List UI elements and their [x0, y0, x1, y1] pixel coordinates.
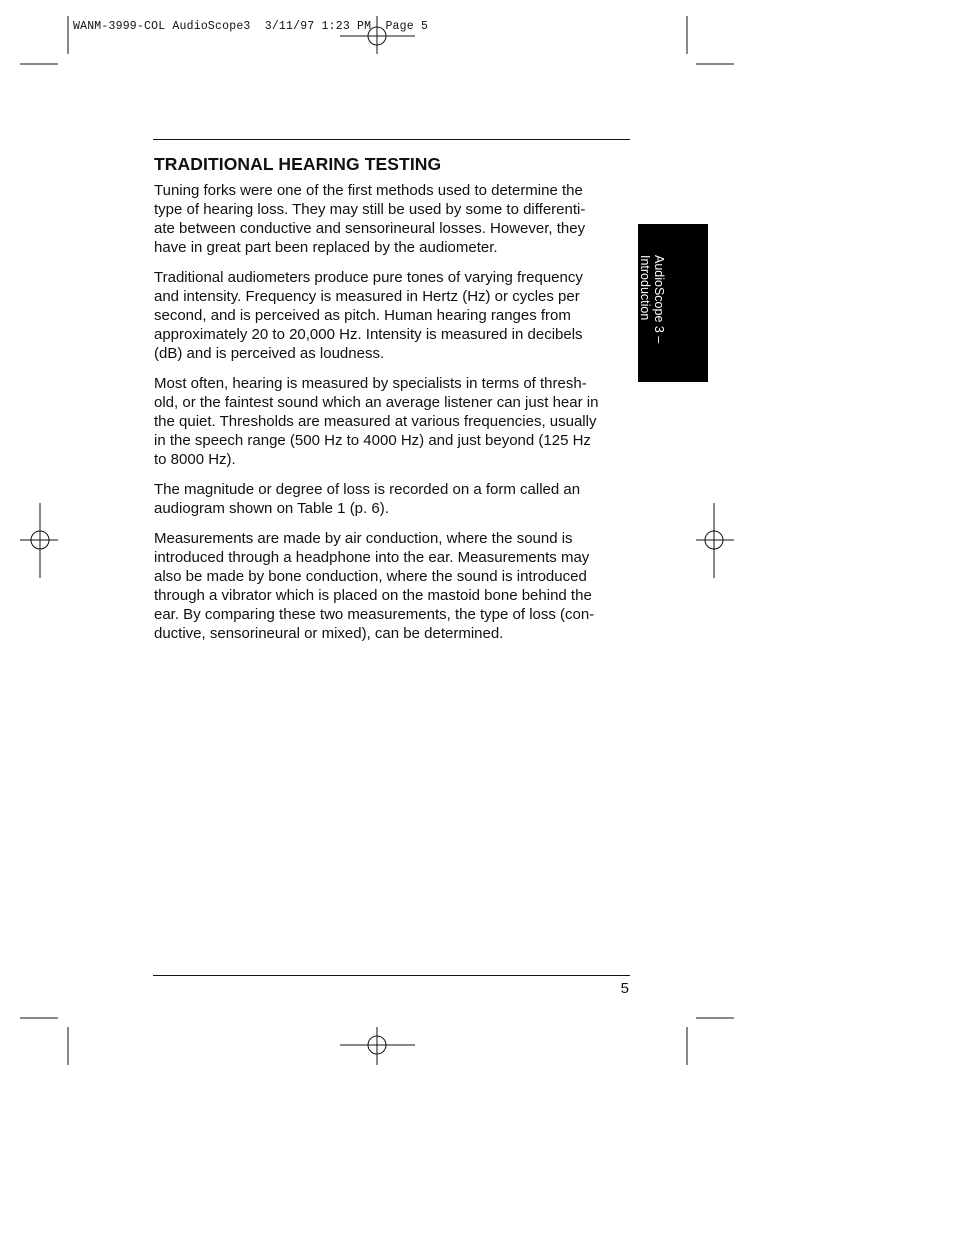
- bottom-rule: [153, 975, 630, 976]
- side-tab-label: [638, 255, 666, 415]
- section-heading: TRADITIONAL HEARING TESTING: [154, 154, 442, 174]
- side-tab-line2: Introduction: [638, 255, 652, 321]
- top-rule: [153, 139, 630, 140]
- main-content: [154, 154, 630, 654]
- paragraph-audiometers: Traditional audiometers produce pure tones of varying frequency and intensity. Frequency is measured in Hertz (Hz) or cycles per second, and is perceived as pitch. Human hearing ranges from approximately 20 to 20,000 Hz. Intensity is measured in decibels (dB) and is perceived as loudness.: [154, 269, 583, 362]
- paragraph-conduction: Measurements are made by air conduction, where the sound is introduced through a headphone into the ear. Measurements may also be made by bone conduction, where the sound is introduced through a vibrator which is placed on the mastoid bone behind the ear. By comparing these two measurements, the type of loss (con- ductive, sensorineural or mixed), can be determined.: [154, 530, 595, 642]
- paragraph-tuning-forks: Tuning forks were one of the first methods used to determine the type of hearing loss. They may still be used by some to differenti- ate between conductive and sensorineural losses. However, they have in great part been replaced by the audiometer.: [154, 182, 586, 256]
- paragraph-audiogram: The magnitude or degree of loss is recorded on a form called an audiogram shown on Table 1 (p. 6).: [154, 481, 581, 517]
- print-slug-line: WANM-3999-COL AudioScope3 3/11/97 1:23 PM Page 5: [73, 20, 429, 33]
- paragraph-thresholds: Most often, hearing is measured by specialists in terms of thresh- old, or the faintest sound which an average listener can just hear in the quiet. Thresholds are measured at various frequencies, usually in the speech range (500 Hz to 4000 Hz) and just beyond (125 Hz to 8000 Hz).: [154, 375, 599, 468]
- side-tab-line1: AudioScope 3 –: [652, 255, 666, 344]
- page-number: 5: [620, 980, 629, 997]
